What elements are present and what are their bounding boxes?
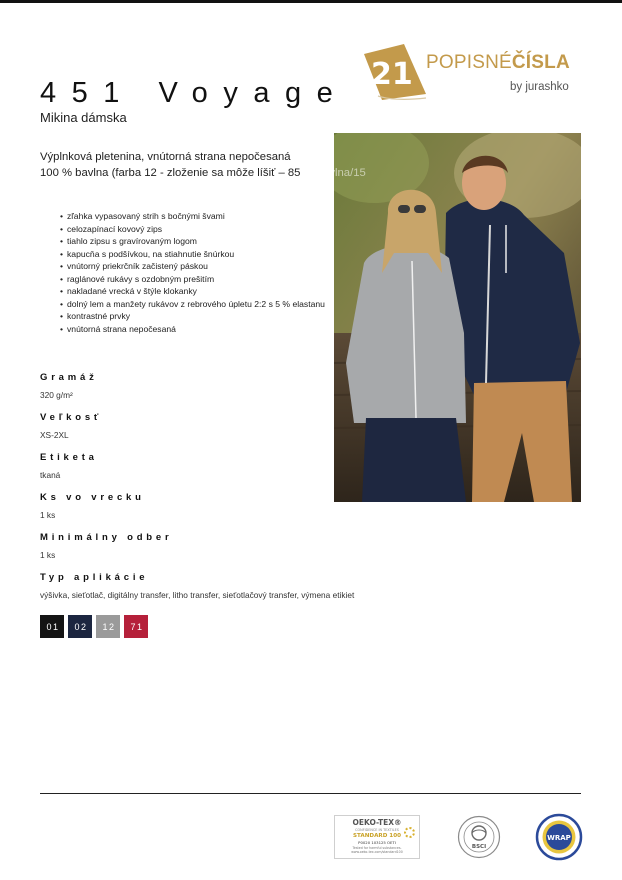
spec-application-type [40, 572, 354, 600]
product-photo [334, 133, 581, 502]
wrap-label: WRAP [547, 834, 571, 842]
description-line-2-faded: % bavlna/15 [300, 167, 366, 179]
top-border [0, 0, 622, 3]
oeko-line-4: Tested for harmful substances. [352, 846, 402, 850]
color-swatch-71[interactable]: 71 [124, 615, 148, 638]
spec-value: XS-2XL [40, 430, 69, 440]
product-description [40, 149, 366, 181]
product-photo-illustration [334, 133, 581, 502]
brand-mark-number: 21 [371, 57, 413, 92]
bsci-label: BSCI [471, 844, 487, 850]
brand-subtitle: by jurashko [510, 81, 569, 93]
description-line-1: Výplnková pletenina, vnútorná strana nepočesaná [40, 151, 291, 163]
oeko-line-1: CONFIDENCE IN TEXTILES [355, 828, 399, 832]
spec-value: 1 ks [40, 510, 56, 520]
feature-item: • raglánové rukávy s ozdobným prešitím [60, 273, 330, 286]
brand-name [426, 52, 570, 74]
spec-value: tkaná [40, 470, 61, 480]
wrap-certification-icon [535, 813, 583, 861]
product-title: 451 Voyage [40, 77, 349, 109]
feature-item: • celozapínací kovový zips [60, 223, 330, 236]
feature-list [60, 210, 330, 335]
bsci-certification-icon [457, 815, 501, 859]
spec-label: Gramáž [40, 372, 98, 383]
brand-name-regular: POPISNÉ [426, 52, 512, 73]
product-subtitle: Mikina dámska [40, 110, 127, 125]
color-swatch-02[interactable]: 02 [68, 615, 92, 638]
spec-value: výšivka, sieťotlač, digitálny transfer, litho transfer, sieťotlačový transfer, výmena etikiet [40, 590, 355, 600]
feature-item: • dolný lem a manžety rukávov z rebrového úpletu 2:2 s 5 % elastanu [60, 298, 330, 311]
feature-item: • nakladané vrecká v štýle klokanky [60, 285, 330, 298]
spec-minimum-order [40, 532, 172, 560]
spec-value: 320 g/m² [40, 390, 73, 400]
color-swatch-12[interactable]: 12 [96, 615, 120, 638]
oeko-line-5: www.oeko-tex.com/standard100 [351, 850, 403, 854]
spec-label-type [40, 452, 98, 480]
brand-mark-icon [360, 40, 430, 102]
description-line-2-visible: 100 % bavlna (farba 12 - zloženie sa môže líšiť – 85 [40, 167, 301, 179]
oeko-line-3: P0020 103125 OETI [358, 840, 396, 845]
brand-name-bold: ČÍSLA [511, 52, 570, 73]
feature-item: • tiahlo zipsu s gravírovaným logom [60, 235, 330, 248]
description-line-2 [40, 165, 366, 181]
spec-label: Ks vo vrecku [40, 492, 145, 503]
spec-pieces-per-bag [40, 492, 145, 520]
oeko-tex-certification [334, 815, 420, 859]
spec-size [40, 412, 102, 440]
feature-item: • vnútorný priekrčník začistený páskou [60, 260, 330, 273]
feature-item: • kontrastné prvky [60, 310, 330, 323]
brand-logo [360, 38, 590, 104]
color-swatches [40, 615, 148, 638]
footer-divider [40, 793, 581, 794]
oeko-line-2: STANDARD 100 [353, 833, 401, 839]
spec-value: 1 ks [40, 550, 56, 560]
spec-label: Etiketa [40, 452, 98, 463]
spec-label: Typ aplikácie [40, 572, 149, 583]
feature-item: • vnútorná strana nepočesaná [60, 323, 330, 336]
spec-label: Minimálny odber [40, 532, 173, 543]
oeko-badge-icon [404, 827, 415, 838]
oeko-title: OEKO-TEX® [352, 818, 402, 827]
color-swatch-01[interactable]: 01 [40, 615, 64, 638]
feature-item: • zľahka vypasovaný strih s bočnými švami [60, 210, 330, 223]
feature-item: • kapucňa s podšívkou, na stiahnutie šnúrkou [60, 248, 330, 261]
spec-weight [40, 372, 98, 400]
spec-label: Veľkosť [40, 412, 103, 423]
